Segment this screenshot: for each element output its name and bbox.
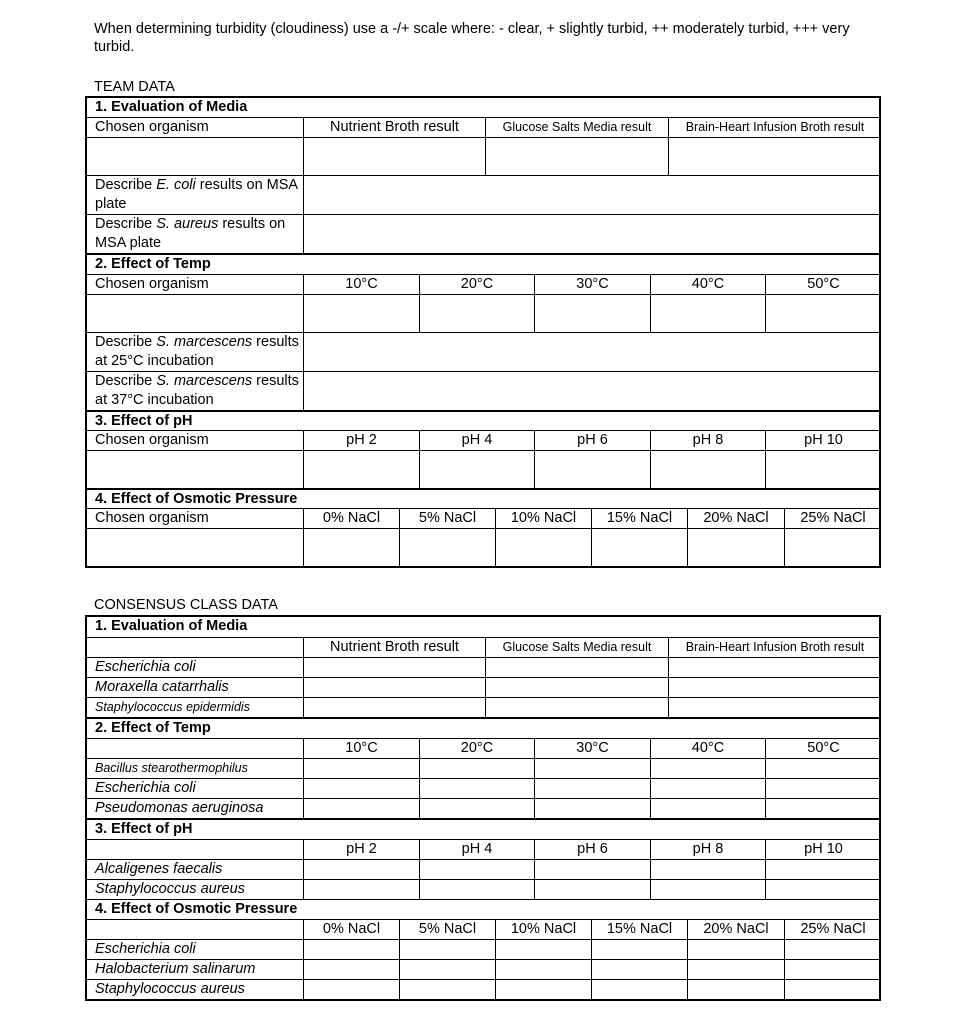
team-data-label: TEAM DATA <box>94 79 175 95</box>
team-media-organism-input[interactable] <box>87 138 303 175</box>
team-osmotic-col-15: 15% NaCl <box>591 509 687 528</box>
team-osmotic-col-10: 10% NaCl <box>495 509 591 528</box>
team-temp-chosen-label: Chosen organism <box>95 276 209 292</box>
team-temp-col-50: 50°C <box>765 275 881 294</box>
cons-ph-organism-1: Alcaligenes faecalis <box>95 861 223 877</box>
cons-osmotic-col-0: 0% NaCl <box>303 920 399 939</box>
team-media-ecoli-label: Describe E. coli results on MSA plate <box>95 177 298 212</box>
cons-media-r2-glucose-input[interactable] <box>485 678 668 697</box>
cons-temp-title: 2. Effect of Temp <box>95 720 211 736</box>
cons-media-row-1 <box>87 657 879 677</box>
cons-osmotic-r1-10-input[interactable] <box>495 940 591 959</box>
team-ph-6-input[interactable] <box>534 451 650 488</box>
team-ph-10-input[interactable] <box>765 451 881 488</box>
cons-temp-col-20: 20°C <box>419 739 534 758</box>
cons-temp-row-1 <box>87 758 879 778</box>
cons-media-organism-2: Moraxella catarrhalis <box>95 679 229 695</box>
cons-ph-r2-10-input[interactable] <box>765 880 881 899</box>
cons-temp-organism-3: Pseudomonas aeruginosa <box>95 800 264 816</box>
cons-osmotic-r1-5-input[interactable] <box>399 940 495 959</box>
cons-temp-header-row <box>87 738 879 758</box>
team-osmotic-organism-input[interactable] <box>87 529 303 566</box>
cons-osmotic-r2-5-input[interactable] <box>399 960 495 979</box>
cons-osmotic-organism-3: Staphylococcus aureus <box>95 981 245 997</box>
cons-temp-r3-40-input[interactable] <box>650 799 765 818</box>
team-media-nutrient-input[interactable] <box>303 138 485 175</box>
team-ph-title-row <box>87 410 879 430</box>
team-ph-col-4: pH 4 <box>419 431 534 450</box>
cons-osmotic-title: 4. Effect of Osmotic Pressure <box>95 901 298 917</box>
cons-ph-row-1 <box>87 859 879 879</box>
cons-temp-r3-30-input[interactable] <box>534 799 650 818</box>
team-ph-col-10: pH 10 <box>765 431 881 450</box>
cons-ph-header-row <box>87 839 879 859</box>
cons-temp-col-50: 50°C <box>765 739 881 758</box>
team-osmotic-10-input[interactable] <box>495 529 591 566</box>
cons-media-col-glucose: Glucose Salts Media result <box>485 638 668 657</box>
cons-osmotic-r1-15-input[interactable] <box>591 940 687 959</box>
cons-ph-corner <box>87 840 303 859</box>
cons-media-row-2 <box>87 677 879 697</box>
cons-temp-r2-10-input[interactable] <box>303 779 419 798</box>
team-osmotic-col-25: 25% NaCl <box>784 509 881 528</box>
team-osmotic-20-input[interactable] <box>687 529 784 566</box>
cons-ph-r1-8-input[interactable] <box>650 860 765 879</box>
cons-media-r2-bhi-input[interactable] <box>668 678 881 697</box>
cons-osmotic-r3-0-input[interactable] <box>303 980 399 999</box>
cons-media-r1-nutrient-input[interactable] <box>303 658 485 677</box>
team-temp-40-input[interactable] <box>650 295 765 332</box>
cons-ph-title-row <box>87 818 879 839</box>
team-osmotic-title: 4. Effect of Osmotic Pressure <box>95 491 298 507</box>
team-temp-header-row <box>87 274 879 294</box>
team-ph-entry-row <box>87 450 879 488</box>
team-temp-37c-label: Describe S. marcescens results at 37°C incubation <box>95 373 299 408</box>
team-ph-col-8: pH 8 <box>650 431 765 450</box>
team-ph-col-6: pH 6 <box>534 431 650 450</box>
team-temp-col-10: 10°C <box>303 275 419 294</box>
team-temp-10-input[interactable] <box>303 295 419 332</box>
team-media-saureus-input[interactable] <box>303 215 881 253</box>
team-media-ecoli-row <box>87 175 879 214</box>
team-temp-organism-input[interactable] <box>87 295 303 332</box>
cons-ph-r2-8-input[interactable] <box>650 880 765 899</box>
team-media-title: 1. Evaluation of Media <box>95 99 248 115</box>
cons-ph-r1-4-input[interactable] <box>419 860 534 879</box>
cons-osmotic-r3-5-input[interactable] <box>399 980 495 999</box>
team-ph-organism-input[interactable] <box>87 451 303 488</box>
cons-temp-r1-50-input[interactable] <box>765 759 881 778</box>
team-osmotic-15-input[interactable] <box>591 529 687 566</box>
team-osmotic-5-input[interactable] <box>399 529 495 566</box>
team-ph-header-row <box>87 430 879 450</box>
cons-osmotic-col-10: 10% NaCl <box>495 920 591 939</box>
cons-ph-organism-2: Staphylococcus aureus <box>95 881 245 897</box>
cons-media-header-row <box>87 637 879 657</box>
cons-media-title-row <box>87 617 879 637</box>
cons-temp-r3-10-input[interactable] <box>303 799 419 818</box>
team-osmotic-col-5: 5% NaCl <box>399 509 495 528</box>
cons-temp-organism-1: Bacillus stearothermophilus <box>95 761 248 775</box>
team-osmotic-title-row <box>87 488 879 508</box>
cons-media-r1-bhi-input[interactable] <box>668 658 881 677</box>
team-temp-col-30: 30°C <box>534 275 650 294</box>
cons-osmotic-row-3 <box>87 979 879 999</box>
cons-temp-corner <box>87 739 303 758</box>
team-temp-title-row <box>87 253 879 274</box>
cons-temp-r3-50-input[interactable] <box>765 799 881 818</box>
cons-ph-col-8: pH 8 <box>650 840 765 859</box>
cons-media-r1-glucose-input[interactable] <box>485 658 668 677</box>
team-temp-col-40: 40°C <box>650 275 765 294</box>
cons-osmotic-r3-15-input[interactable] <box>591 980 687 999</box>
cons-ph-r1-6-input[interactable] <box>534 860 650 879</box>
cons-osmotic-r2-0-input[interactable] <box>303 960 399 979</box>
cons-temp-r2-40-input[interactable] <box>650 779 765 798</box>
team-temp-50-input[interactable] <box>765 295 881 332</box>
team-ph-title: 3. Effect of pH <box>95 413 193 429</box>
cons-osmotic-header-row <box>87 919 879 939</box>
cons-osmotic-col-25: 25% NaCl <box>784 920 881 939</box>
cons-ph-col-4: pH 4 <box>419 840 534 859</box>
cons-temp-col-30: 30°C <box>534 739 650 758</box>
cons-temp-row-2 <box>87 778 879 798</box>
team-ph-chosen-label: Chosen organism <box>95 432 209 448</box>
team-osmotic-col-0: 0% NaCl <box>303 509 399 528</box>
team-temp-25c-row <box>87 332 879 371</box>
team-temp-25c-label: Describe S. marcescens results at 25°C incubation <box>95 334 299 369</box>
cons-media-col-bhi: Brain-Heart Infusion Broth result <box>668 638 881 657</box>
cons-media-organism-1: Escherichia coli <box>95 659 196 675</box>
cons-ph-r1-2-input[interactable] <box>303 860 419 879</box>
team-media-saureus-row <box>87 214 879 253</box>
team-media-glucose-input[interactable] <box>485 138 668 175</box>
team-temp-col-20: 20°C <box>419 275 534 294</box>
cons-ph-r2-6-input[interactable] <box>534 880 650 899</box>
cons-media-corner <box>87 638 303 657</box>
team-temp-37c-input[interactable] <box>303 372 881 410</box>
cons-ph-r2-2-input[interactable] <box>303 880 419 899</box>
team-osmotic-header-row <box>87 508 879 528</box>
cons-media-r2-nutrient-input[interactable] <box>303 678 485 697</box>
team-temp-30-input[interactable] <box>534 295 650 332</box>
team-ph-col-2: pH 2 <box>303 431 419 450</box>
cons-osmotic-r1-25-input[interactable] <box>784 940 881 959</box>
cons-osmotic-r1-20-input[interactable] <box>687 940 784 959</box>
cons-temp-col-10: 10°C <box>303 739 419 758</box>
team-temp-25c-input[interactable] <box>303 333 881 371</box>
team-temp-20-input[interactable] <box>419 295 534 332</box>
cons-ph-col-2: pH 2 <box>303 840 419 859</box>
cons-osmotic-r2-10-input[interactable] <box>495 960 591 979</box>
cons-temp-r1-40-input[interactable] <box>650 759 765 778</box>
cons-osmotic-r2-15-input[interactable] <box>591 960 687 979</box>
team-media-ecoli-input[interactable] <box>303 176 881 214</box>
team-media-col-bhi: Brain-Heart Infusion Broth result <box>668 118 881 137</box>
cons-temp-organism-2: Escherichia coli <box>95 780 196 796</box>
cons-media-organism-3: Staphylococcus epidermidis <box>95 700 250 714</box>
cons-media-r3-nutrient-input[interactable] <box>303 698 485 717</box>
cons-ph-col-6: pH 6 <box>534 840 650 859</box>
team-ph-4-input[interactable] <box>419 451 534 488</box>
cons-osmotic-r3-10-input[interactable] <box>495 980 591 999</box>
cons-temp-row-3 <box>87 798 879 818</box>
cons-media-r3-glucose-input[interactable] <box>485 698 668 717</box>
team-media-col-nutrient: Nutrient Broth result <box>303 118 485 137</box>
cons-temp-r1-20-input[interactable] <box>419 759 534 778</box>
team-media-col-glucose: Glucose Salts Media result <box>485 118 668 137</box>
team-temp-37c-row <box>87 371 879 410</box>
cons-media-title: 1. Evaluation of Media <box>95 618 248 634</box>
cons-media-r3-bhi-input[interactable] <box>668 698 881 717</box>
cons-ph-row-2 <box>87 879 879 899</box>
consensus-data-label: CONSENSUS CLASS DATA <box>94 597 278 613</box>
intro-instructions: When determining turbidity (cloudiness) use a -/+ scale where: - clear, + slightly turbid, ++ moderately turbid, +++ very turbid. <box>94 21 850 55</box>
cons-osmotic-r1-0-input[interactable] <box>303 940 399 959</box>
cons-ph-title: 3. Effect of pH <box>95 821 193 837</box>
cons-temp-r2-20-input[interactable] <box>419 779 534 798</box>
cons-osmotic-organism-2: Halobacterium salinarum <box>95 961 256 977</box>
cons-osmotic-organism-1: Escherichia coli <box>95 941 196 957</box>
cons-temp-col-40: 40°C <box>650 739 765 758</box>
team-media-saureus-label: Describe S. aureus results on MSA plate <box>95 216 286 251</box>
team-ph-8-input[interactable] <box>650 451 765 488</box>
cons-osmotic-r3-20-input[interactable] <box>687 980 784 999</box>
team-osmotic-0-input[interactable] <box>303 529 399 566</box>
cons-temp-r3-20-input[interactable] <box>419 799 534 818</box>
cons-osmotic-r2-25-input[interactable] <box>784 960 881 979</box>
team-media-bhi-input[interactable] <box>668 138 881 175</box>
team-osmotic-entry-row <box>87 528 879 566</box>
cons-osmotic-col-15: 15% NaCl <box>591 920 687 939</box>
cons-temp-r1-10-input[interactable] <box>303 759 419 778</box>
cons-osmotic-col-20: 20% NaCl <box>687 920 784 939</box>
cons-osmotic-col-5: 5% NaCl <box>399 920 495 939</box>
consensus-data-table <box>85 615 881 1001</box>
cons-temp-r2-30-input[interactable] <box>534 779 650 798</box>
cons-temp-r2-50-input[interactable] <box>765 779 881 798</box>
team-data-table <box>85 96 881 568</box>
team-media-chosen-label: Chosen organism <box>95 119 209 135</box>
cons-osmotic-title-row <box>87 899 879 919</box>
team-osmotic-col-20: 20% NaCl <box>687 509 784 528</box>
team-osmotic-chosen-label: Chosen organism <box>95 510 209 526</box>
team-ph-2-input[interactable] <box>303 451 419 488</box>
cons-ph-r1-10-input[interactable] <box>765 860 881 879</box>
cons-temp-r1-30-input[interactable] <box>534 759 650 778</box>
cons-ph-col-10: pH 10 <box>765 840 881 859</box>
cons-osmotic-row-2 <box>87 959 879 979</box>
cons-media-col-nutrient: Nutrient Broth result <box>303 638 485 657</box>
team-media-header-row <box>87 117 879 137</box>
cons-osmotic-corner <box>87 920 303 939</box>
cons-osmotic-r3-25-input[interactable] <box>784 980 881 999</box>
team-temp-title: 2. Effect of Temp <box>95 256 211 272</box>
team-media-title-row <box>87 98 879 117</box>
cons-osmotic-row-1 <box>87 939 879 959</box>
team-temp-entry-row <box>87 294 879 332</box>
cons-osmotic-r2-20-input[interactable] <box>687 960 784 979</box>
team-media-entry-row <box>87 137 879 175</box>
team-osmotic-25-input[interactable] <box>784 529 881 566</box>
cons-media-row-3 <box>87 697 879 717</box>
cons-ph-r2-4-input[interactable] <box>419 880 534 899</box>
cons-temp-title-row <box>87 717 879 738</box>
